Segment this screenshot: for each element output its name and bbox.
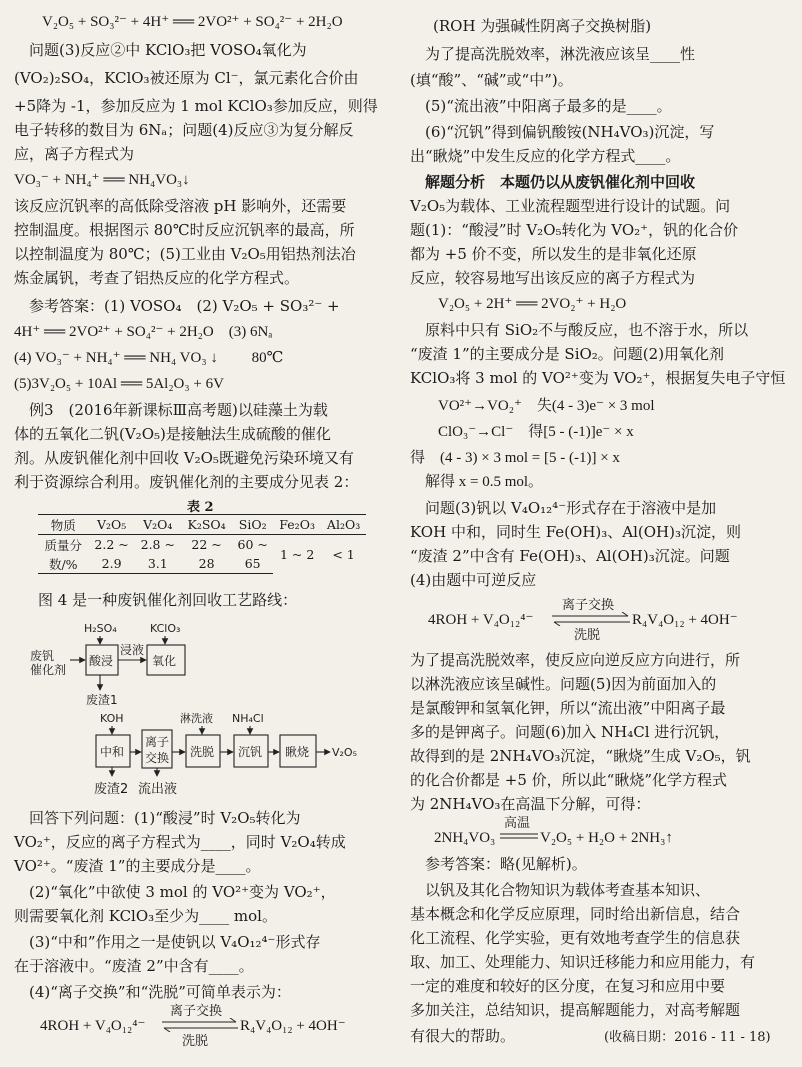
- received-date: (收稿日期：2016 - 11 - 18): [604, 1030, 771, 1045]
- text-line: 一定的难度和较好的区分度，在复习和应用中要: [410, 977, 726, 995]
- table-cell: V₂O₅: [88, 515, 134, 535]
- text-line: (ROH 为强碱性阴离子交换树脂): [418, 17, 652, 35]
- equation-line: V₂O₅ + SO₃²⁻ + 4H⁺ ══ 2VO²⁺ + SO₄²⁻ + 2H₂O: [42, 14, 343, 30]
- example-heading: 例3 (2016年新课标Ⅲ高考题)以硅藻土为载: [14, 401, 328, 419]
- text-line: 故得到的是 2NH₄VO₃沉淀，“瞅烧”生成 V₂O₅，钒: [410, 747, 751, 765]
- table-cell: 22 ~: [191, 537, 222, 552]
- neutralize-label: 中和: [100, 745, 125, 759]
- text-line: 以淋洗液应该呈碱性。问题(5)因为前面加入的: [410, 675, 717, 693]
- table-cell: 65: [232, 554, 273, 574]
- text-line: “废渣 1”的主要成分是 SiO₂。问题(2)用氧化剂: [410, 345, 725, 363]
- text-line: 控制温度。根据图示 80℃时反应沉钒率的最高，所: [14, 221, 355, 239]
- reaction-condition-bottom: 洗脱: [574, 628, 601, 643]
- equation-line: VO²⁺→VO₂⁺ 失(4 - 3)e⁻ × 3 mol: [438, 398, 655, 414]
- analysis-heading: 解题分析 本题仍以从废钒催化剂中回收: [410, 173, 696, 191]
- table-cell: 数/%: [38, 554, 88, 574]
- text-line: 应，离子方程式为: [14, 145, 135, 163]
- table-cell: 1 ~ 2: [279, 546, 315, 562]
- table-cell: 2.9: [88, 554, 134, 574]
- text-line: 都为 +5 价不变，所以发生的是非氧化还原: [410, 245, 697, 263]
- text-line: 是氯酸钾和氢氧化钾，所以“流出液”中阳离子最: [410, 699, 726, 717]
- text-line: 出“瞅烧”中发生反应的化学方程式____。: [410, 147, 681, 165]
- question-line: (2)“氧化”中欲使 3 mol 的 VO²⁺变为 VO₂⁺，: [14, 883, 336, 901]
- table-cell: V₂O₄: [135, 515, 181, 535]
- text-line: 的化合价都是 +5 价，所以此“瞅烧”化学方程式: [410, 771, 727, 789]
- acid-leach-label: 酸浸: [89, 654, 114, 668]
- question-line: 则需要氧化剂 KClO₃至少为____ mol。: [14, 907, 277, 925]
- text-line: KClO₃将 3 mol 的 VO²⁺变为 VO₂⁺，根据复失电子守恒: [410, 369, 786, 387]
- table-cell: SiO₂: [232, 515, 273, 535]
- koh-label: KOH: [100, 712, 124, 725]
- table-cell: 质量分: [44, 537, 82, 553]
- reaction-condition-bottom: 洗脱: [182, 1034, 209, 1049]
- text-line: 多的是钾离子。问题(6)加入 NH₄Cl 进行沉钒，: [410, 723, 730, 741]
- text-line: (填“酸”、“碱”或“中”)。: [410, 71, 573, 89]
- text-line: (VO₂)₂SO₄，KClO₃被还原为 Cl⁻，氯元素化合价由: [14, 69, 359, 87]
- text-line: 化工流程、化学实验，更有效地考查学生的信息获: [410, 929, 741, 947]
- answer-line: (4) VO₃⁻ + NH₄⁺ ══ NH₄ VO₃ ↓ 80℃: [14, 350, 284, 366]
- table-cell: 3.1: [135, 554, 181, 574]
- exchange-label: 交换: [145, 751, 170, 765]
- table-header-row: [38, 515, 366, 535]
- table-cell: 60 ~: [237, 537, 268, 552]
- answer-line: (5)3V₂O₅ + 10Al ══ 5Al₂O₃ + 6V: [14, 376, 224, 392]
- text-line: 题(1)：“酸浸”时 V₂O₅转化为 VO₂⁺，钒的化合价: [410, 221, 739, 239]
- elute-label: 洗脱: [190, 745, 215, 759]
- text-line: 原料中只有 SiO₂不与酸反应，也不溶于水，所以: [410, 321, 749, 339]
- reaction-right: R₄V₄O₁₂ + 4OH⁻: [240, 1018, 346, 1034]
- question-line: VO₂⁺，反应的离子方程式为____，同时 V₂O₄转成: [14, 833, 346, 851]
- leachate-label: 浸液: [120, 643, 145, 657]
- feed-label-2: 催化剂: [30, 663, 67, 677]
- text-line: 体的五氧化二钒(V₂O₅)是接触法生成硫酸的催化: [14, 425, 331, 443]
- table-cell: K₂SO₄: [181, 515, 232, 535]
- text-line: (6)“沉钒”得到偏钒酸铵(NH₄VO₃)沉淀，写: [410, 123, 715, 141]
- answer-line: 参考答案：略(见解析)。: [410, 855, 587, 873]
- kclo3-label: KClO₃: [150, 622, 181, 635]
- text-line: 取、加工、处理能力、知识迁移能力和应用能力，有: [410, 953, 756, 971]
- precipitate-label: 沉钒: [238, 745, 263, 759]
- oxidize-label: 氧化: [152, 654, 177, 668]
- text-line: 以控制温度为 80℃；(5)工业由 V₂O₅用铝热剂法冶: [14, 245, 356, 263]
- text-line: “废渣 2”中含有 Fe(OH)₃、Al(OH)₃沉淀。问题: [410, 547, 730, 565]
- table-row: [38, 535, 366, 555]
- text-line: 多加关注，总结知识，提高解题能力，对高考解题: [410, 1001, 741, 1019]
- equilibrium-arrow-icon: [550, 612, 632, 626]
- residue1-label: 废渣1: [86, 693, 118, 707]
- text-line: 利于资源综合利用。废钒催化剂的主要成分见表 2：: [14, 473, 359, 491]
- table-cell: 物质: [38, 515, 88, 535]
- text-line: 以钒及其化合物知识为载体考查基本知识、: [410, 881, 711, 899]
- text-line: 有很大的帮助。: [410, 1027, 516, 1045]
- question-line: VO²⁺。“废渣 1”的主要成分是____。: [14, 857, 261, 875]
- text-line: 问题(3)反应②中 KClO₃把 VOSO₄氧化为: [14, 41, 307, 59]
- feed-label: 废钒: [30, 649, 55, 663]
- text-line: 电子转移的数目为 6Nₐ；问题(4)反应③为复分解反: [14, 121, 354, 139]
- equation-line: VO₃⁻ + NH₄⁺ ══ NH₄VO₃↓: [14, 172, 190, 188]
- calcine-label: 瞅烧: [285, 745, 310, 759]
- text-line: 为了提高洗脱效率，淋洗液应该呈____性: [410, 45, 696, 63]
- equation-line: 解得 x = 0.5 mol。: [410, 474, 544, 490]
- product-label: V₂O₅: [332, 746, 358, 759]
- answer-line: 4H⁺ ══ 2VO²⁺ + SO₄²⁻ + 2H₂O (3) 6Nₐ: [14, 324, 273, 340]
- ion-label: 离子: [145, 735, 170, 749]
- text-line: (5)“流出液”中阳离子最多的是____。: [410, 97, 672, 115]
- answer-line: 参考答案：(1) VOSO₄ (2) V₂O₅ + SO₃²⁻ +: [14, 297, 340, 315]
- table-cell: 2.8 ~: [140, 537, 175, 552]
- text-line: (4)由题中可逆反应: [410, 571, 537, 589]
- table-cell: 28: [181, 554, 232, 574]
- calcination-condition: 高温: [504, 816, 531, 831]
- table-cell: 2.2 ~: [94, 537, 129, 552]
- table-cell: < 1: [332, 546, 355, 562]
- question-line: (3)“中和”作用之一是使钒以 V₄O₁₂⁴⁻形式存: [14, 933, 321, 951]
- effluent-label: 流出液: [138, 782, 178, 797]
- text-line: 问题(3)钒以 V₄O₁₂⁴⁻形式存在于溶液中是加: [410, 499, 717, 517]
- residue2-label: 废渣2: [94, 782, 129, 797]
- process-flow-diagram: [0, 612, 400, 784]
- text-line: +5降为 -1，参加反应为 1 mol KClO₃参加反应，则得: [14, 97, 378, 115]
- reaction-left: 4ROH + V₄O₁₂⁴⁻: [428, 612, 534, 628]
- composition-table: [38, 514, 366, 574]
- text-line: 基本概念和化学反应原理，同时给出新信息，结合: [410, 905, 741, 923]
- equation-line: V₂O₅ + 2H⁺ ══ 2VO₂⁺ + H₂O: [438, 296, 627, 312]
- equilibrium-arrow-icon: [160, 1018, 240, 1032]
- nh4cl-label: NH₄Cl: [232, 712, 264, 725]
- text-line: 炼金属钒，考查了铝热反应的化学方程式。: [14, 269, 300, 287]
- figure-intro: 图 4 是一种废钒催化剂回收工艺路线：: [38, 591, 298, 609]
- double-line-icon: [500, 832, 540, 840]
- reaction-condition-top: 离子交换: [170, 1004, 223, 1019]
- calcination-left: 2NH₄VO₃: [434, 830, 496, 846]
- text-line: 该反应沉钒率的高低除受溶液 pH 影响外，还需要: [14, 197, 347, 215]
- text-line: 反应，较容易地写出该反应的离子方程式为: [410, 269, 696, 287]
- text-line: 剂。从废钒催化剂中回收 V₂O₅既避免污染环境又有: [14, 449, 354, 467]
- text-line: 为 2NH₄VO₃在高温下分解，可得：: [410, 795, 651, 813]
- equation-line: ClO₃⁻→Cl⁻ 得[5 - (-1)]e⁻ × x: [438, 424, 634, 440]
- question-line: (4)“离子交换”和“洗脱”可简单表示为：: [14, 983, 291, 1001]
- h2so4-label: H₂SO₄: [84, 622, 117, 635]
- text-line: V₂O₅为载体、工业流程题型进行设计的试题。问: [410, 197, 731, 215]
- reaction-right: R₄V₄O₁₂ + 4OH⁻: [632, 612, 738, 628]
- eluent-label: 淋洗液: [180, 712, 213, 725]
- question-line: 在于溶液中。“废渣 2”中含有____。: [14, 957, 254, 975]
- equation-line: 得 (4 - 3) × 3 mol = [5 - (-1)] × x: [410, 450, 620, 466]
- text-line: 为了提高洗脱效率，使反应向逆反应方向进行，所: [410, 651, 741, 669]
- text-line: KOH 中和，同时生 Fe(OH)₃、Al(OH)₃沉淀，则: [410, 523, 742, 541]
- reaction-left: 4ROH + V₄O₁₂⁴⁻: [40, 1018, 146, 1034]
- question-line: 回答下列问题：(1)“酸浸”时 V₂O₅转化为: [14, 809, 301, 827]
- reaction-condition-top: 离子交换: [562, 598, 615, 613]
- calcination-right: V₂O₅ + H₂O + 2NH₃↑: [540, 830, 673, 846]
- table-cell: Al₂O₃: [321, 515, 366, 535]
- table-cell: Fe₂O₃: [273, 515, 321, 535]
- table-caption: 表 2: [187, 500, 214, 515]
